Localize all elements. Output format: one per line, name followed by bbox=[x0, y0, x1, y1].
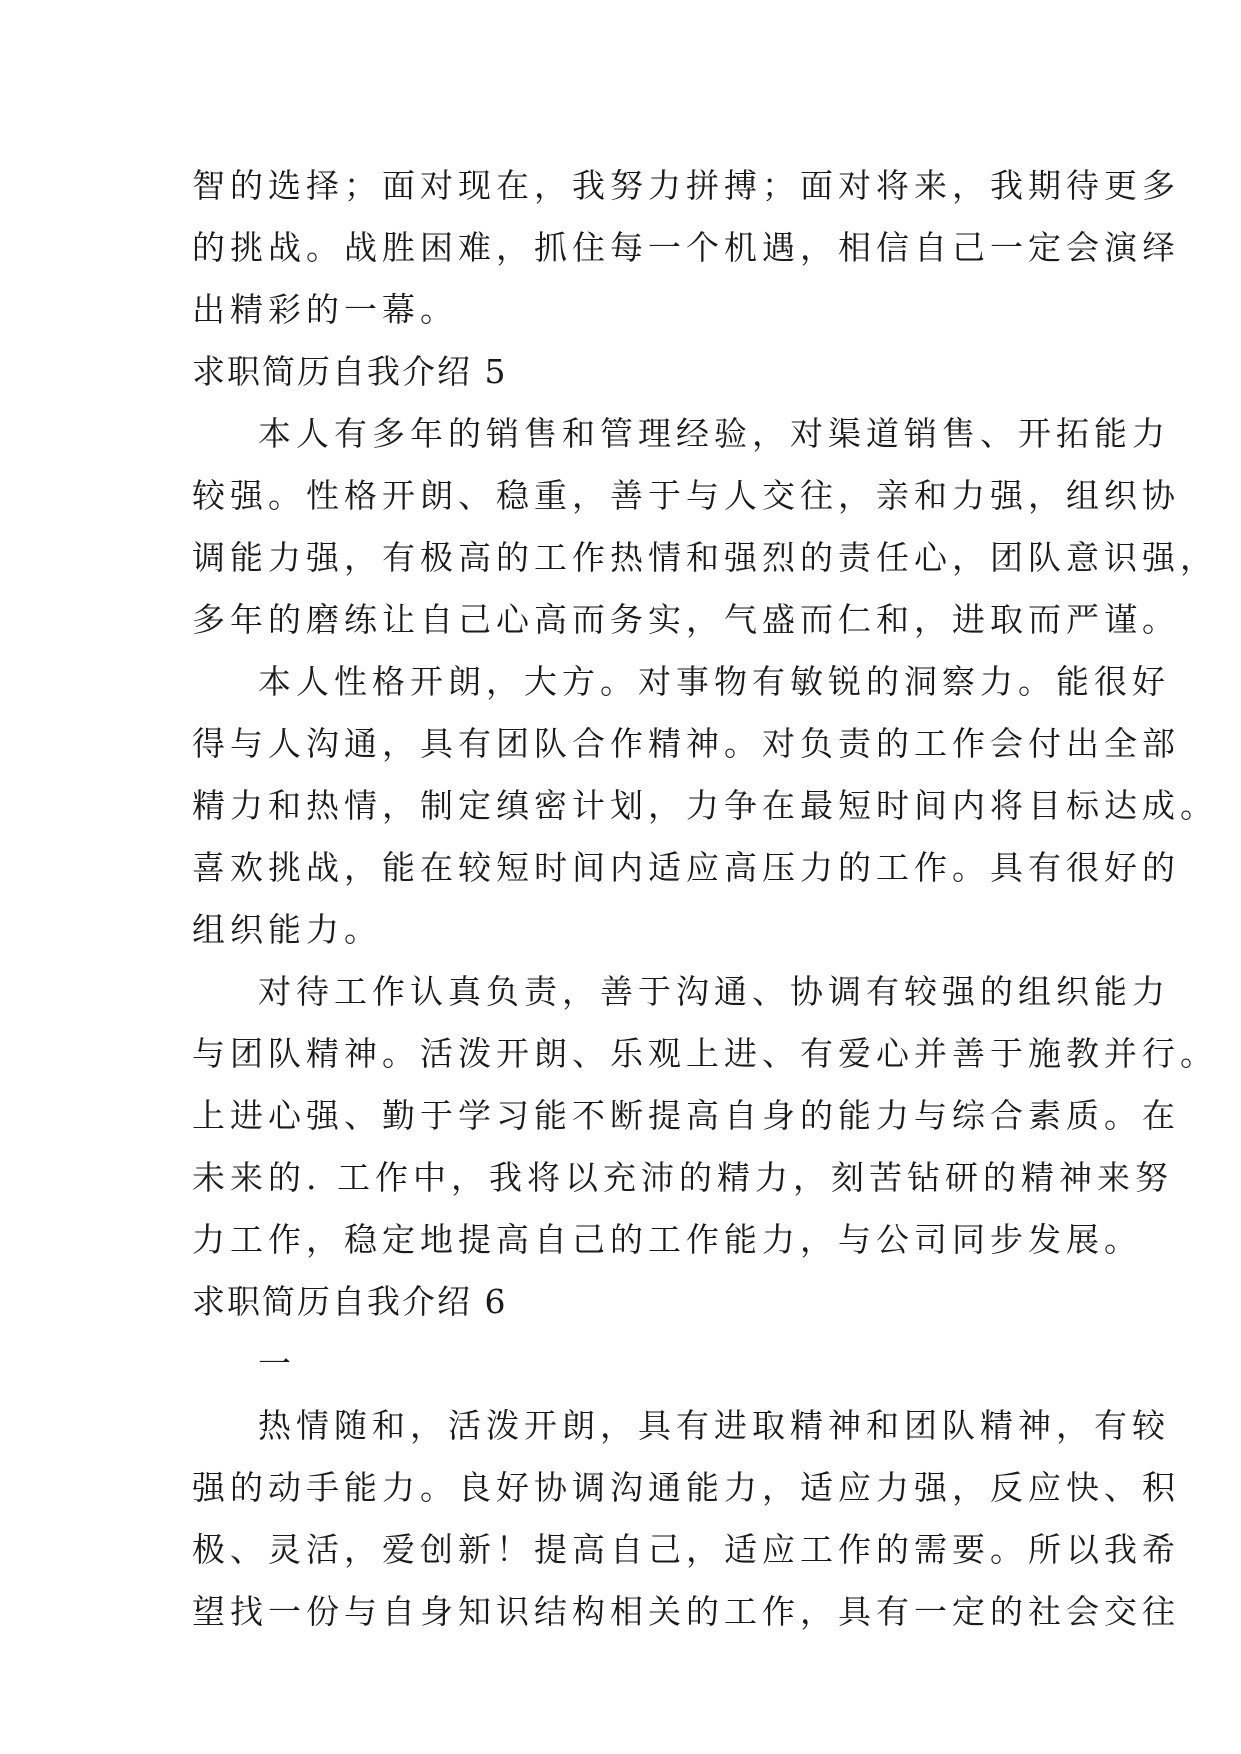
paragraph-line: 力工作，稳定地提高自己的工作能力，与公司同步发展。 bbox=[192, 1220, 1142, 1259]
paragraph-line: 强的动手能力。良好协调沟通能力，适应力强，反应快、积 bbox=[192, 1468, 1180, 1507]
paragraph-line: 精力和热情，制定缜密计划，力争在最短时间内将目标达成。 bbox=[192, 786, 1218, 825]
document-body bbox=[192, 155, 1218, 1643]
paragraph-line: 智的选择；面对现在，我努力拼搏；面对将来，我期待更多 bbox=[192, 166, 1180, 205]
paragraph-line: 对待工作认真负责，善于沟通、协调有较强的组织能力 bbox=[258, 972, 1170, 1011]
paragraph-line: 与团队精神。活泼开朗、乐观上进、有爱心并善于施教并行。 bbox=[192, 1034, 1218, 1073]
paragraph-line: 一 bbox=[258, 1344, 296, 1383]
paragraph-line: 本人有多年的销售和管理经验，对渠道销售、开拓能力 bbox=[258, 414, 1170, 453]
paragraph-line: 热情随和，活泼开朗，具有进取精神和团队精神，有较 bbox=[258, 1406, 1170, 1445]
paragraph-line: 上进心强、勤于学习能不断提高自身的能力与综合素质。在 bbox=[192, 1096, 1180, 1135]
paragraph-line: 望找一份与自身知识结构相关的工作，具有一定的社会交往 bbox=[192, 1592, 1180, 1631]
paragraph-line: 极、灵活，爱创新！提高自己，适应工作的需要。所以我希 bbox=[192, 1530, 1180, 1569]
section-heading: 求职简历自我介绍 6 bbox=[192, 1282, 508, 1321]
section-heading: 求职简历自我介绍 5 bbox=[192, 352, 508, 391]
paragraph-line: 出精彩的一幕。 bbox=[192, 290, 458, 329]
paragraph-line: 多年的磨练让自己心高而务实，气盛而仁和，进取而严谨。 bbox=[192, 600, 1180, 639]
paragraph-line: 得与人沟通，具有团队合作精神。对负责的工作会付出全部 bbox=[192, 724, 1180, 763]
paragraph-line: 较强。性格开朗、稳重，善于与人交往，亲和力强，组织协 bbox=[192, 476, 1180, 515]
paragraph-line: 组织能力。 bbox=[192, 910, 382, 949]
paragraph-line: 未来的. 工作中，我将以充沛的精力，刻苦钻研的精神来努 bbox=[192, 1158, 1173, 1197]
paragraph-line: 喜欢挑战，能在较短时间内适应高压力的工作。具有很好的 bbox=[192, 848, 1180, 887]
paragraph-line: 调能力强，有极高的工作热情和强烈的责任心，团队意识强， bbox=[192, 538, 1218, 577]
paragraph-line: 本人性格开朗，大方。对事物有敏锐的洞察力。能很好 bbox=[258, 662, 1170, 701]
paragraph-line: 的挑战。战胜困难，抓住每一个机遇，相信自己一定会演绎 bbox=[192, 228, 1180, 267]
